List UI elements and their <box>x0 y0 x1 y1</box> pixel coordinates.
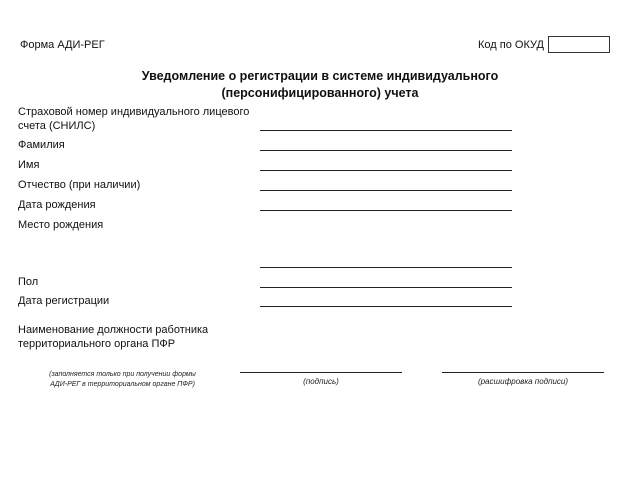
registration-date-label: Дата регистрации <box>18 295 110 307</box>
surname-input-line[interactable] <box>260 150 512 151</box>
title-line-1: Уведомление о регистрации в системе индивидуального <box>141 69 499 83</box>
registration-date-input-line[interactable] <box>260 306 512 307</box>
officer-position-label <box>18 323 258 351</box>
birth-place-label: Место рождения <box>18 219 104 231</box>
snils-input-line[interactable] <box>260 130 512 131</box>
okud-code-field[interactable] <box>548 36 610 53</box>
birth-place-input-line[interactable] <box>260 267 512 268</box>
officer-label-line-2: территориального органа ПФР <box>18 338 176 350</box>
document-title <box>90 68 550 102</box>
name-input-line[interactable] <box>260 170 512 171</box>
footer-note-line-1: (заполняется только при получении формы <box>49 371 196 378</box>
gender-label: Пол <box>18 276 39 288</box>
signature-decoding-input-line[interactable] <box>442 372 604 373</box>
patronymic-input-line[interactable] <box>260 190 512 191</box>
signature-input-line[interactable] <box>240 372 402 373</box>
snils-label <box>18 105 268 133</box>
birth-date-label: Дата рождения <box>18 199 96 211</box>
footer-note <box>30 370 215 390</box>
gender-input-line[interactable] <box>260 287 512 288</box>
signature-decoding-caption: (расшифровка подписи) <box>477 377 569 386</box>
officer-label-line-1: Наименование должности работника <box>18 324 209 336</box>
form-name: Форма АДИ-РЕГ <box>20 39 105 51</box>
title-line-2: (персонифицированного) учета <box>221 86 419 100</box>
okud-label: Код по ОКУД <box>478 39 544 51</box>
snils-label-line-2: счета (СНИЛС) <box>18 120 96 132</box>
surname-label: Фамилия <box>18 139 65 151</box>
name-label: Имя <box>18 159 40 171</box>
snils-label-line-1: Страховой номер индивидуального лицевого <box>18 106 250 118</box>
signature-caption: (подпись) <box>303 377 339 386</box>
birth-date-input-line[interactable] <box>260 210 512 211</box>
footer-note-line-2: АДИ-РЕГ в территориальном органе ПФР) <box>50 381 195 388</box>
patronymic-label: Отчество (при наличии) <box>18 179 141 191</box>
